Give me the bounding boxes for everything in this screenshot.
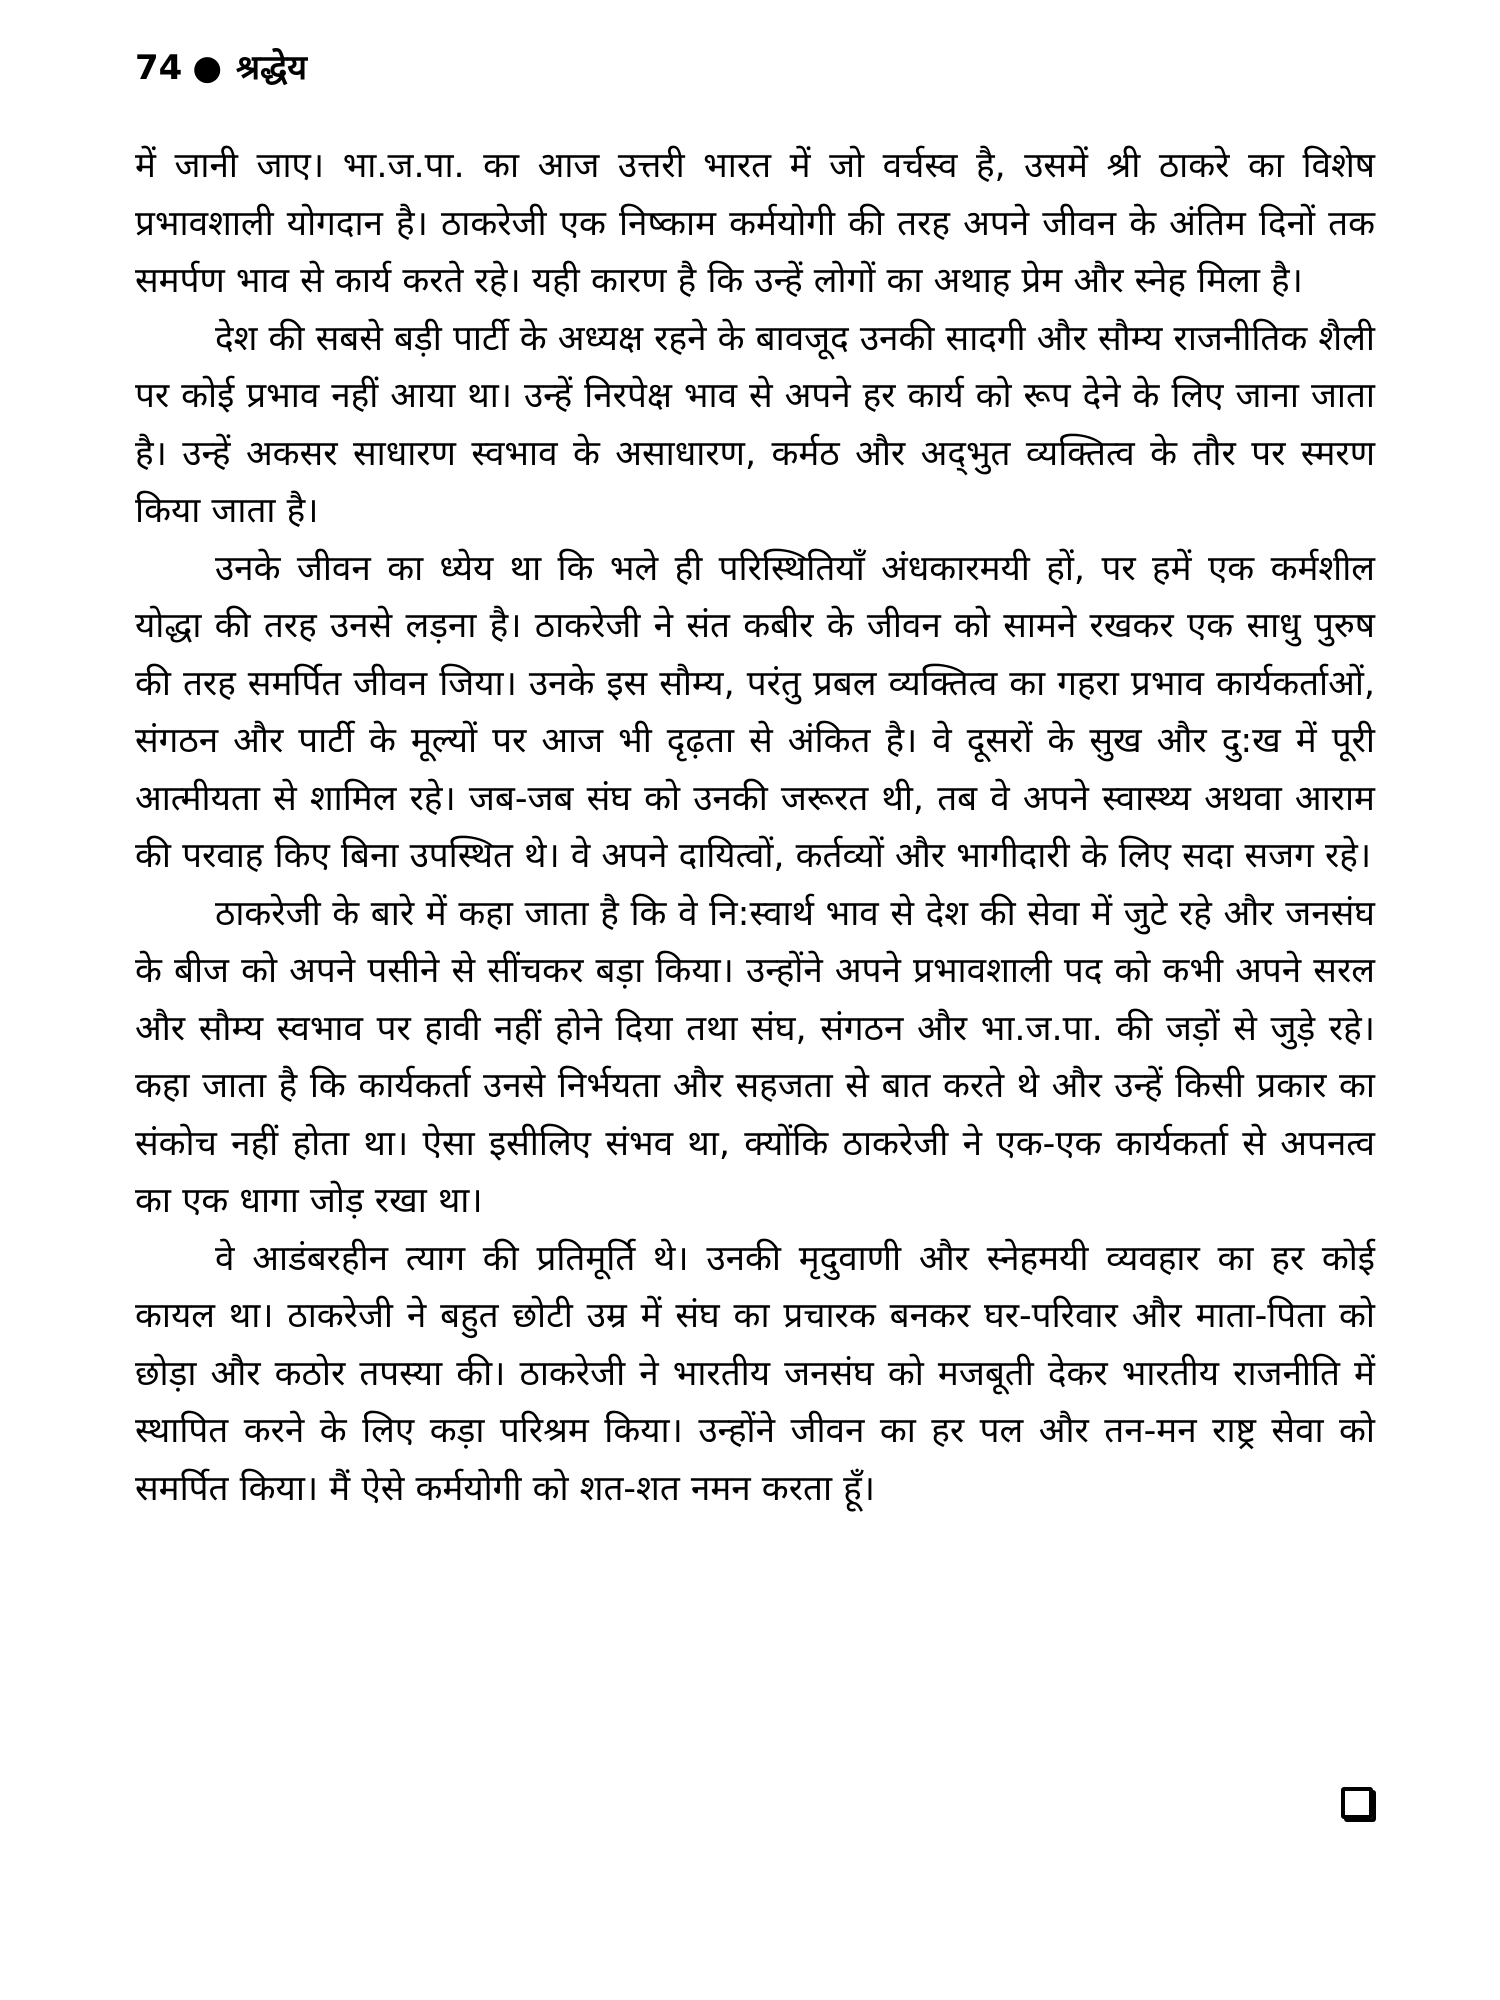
paragraph-5: वे आडंबरहीन त्याग की प्रतिमूर्ति थे। उनकी मृदुवाणी और स्नेहमयी व्यवहार का हर कोई कायल था। ठाकरेजी ने बहुत छोटी उम्र में संघ का प्रचारक बनकर घर-परिवार और माता-पिता को छोड़ा और कठोर तपस्या की। ठाकरेजी ने भारतीय जनसंघ को मजबूती देकर भारतीय राजनीति में स्थापित करने के लिए कड़ा परिश्रम किया। उन्होंने जीवन का हर पल और तन-मन राष्ट्र सेवा को समर्पित किया। मैं ऐसे कर्मयोगी को शत-शत नमन करता हूँ। <box>135 1238 1375 1509</box>
running-header <box>135 48 307 88</box>
body-text <box>135 138 1375 1518</box>
paragraph-4: ठाकरेजी के बारे में कहा जाता है कि वे नि:स्वार्थ भाव से देश की सेवा में जुटे रहे और जनसंघ के बीज को अपने पसीने से सींचकर बड़ा किया। उन्होंने अपने प्रभावशाली पद को कभी अपने सरल और सौम्य स्वभाव पर हावी नहीं होने दिया तथा संघ, संगठन और भा.ज.पा. की जड़ों से जुड़े रहे। कहा जाता है कि कार्यकर्ता उनसे निर्भयता और सहजता से बात करते थे और उन्हें किसी प्रकार का संकोच नहीं होता था। ऐसा इसीलिए संभव था, क्योंकि ठाकरेजी ने एक-एक कार्यकर्ता से अपनत्व का एक धागा जोड़ रखा था। <box>135 893 1375 1221</box>
end-of-chapter-square-icon <box>1341 1787 1373 1819</box>
page-number: 74 <box>135 48 183 88</box>
book-title: श्रद्धेय <box>236 48 307 88</box>
paragraph-2: देश की सबसे बड़ी पार्टी के अध्यक्ष रहने के बावजूद उनकी सादगी और सौम्य राजनीतिक शैली पर कोई प्रभाव नहीं आया था। उन्हें निरपेक्ष भाव से अपने हर कार्य को रूप देने के लिए जाना जाता है। उन्हें अकसर साधारण स्वभाव के असाधारण, कर्मठ और अद्‌भुत व्यक्तित्व के तौर पर स्मरण किया जाता है। <box>135 318 1375 531</box>
paragraph-3: उनके जीवन का ध्येय था कि भले ही परिस्थितियाँ अंधकारमयी हों, पर हमें एक कर्मशील योद्धा की तरह उनसे लड़ना है। ठाकरेजी ने संत कबीर के जीवन को सामने रखकर एक साधु पुरुष की तरह समर्पित जीवन जिया। उनके इस सौम्य, परंतु प्रबल व्यक्तित्व का गहरा प्रभाव कार्यकर्ताओं, संगठन और पार्टी के मूल्यों पर आज भी दृढ़ता से अंकित है। वे दूसरों के सुख और दु:ख में पूरी आत्मीयता से शामिल रहे। जब-जब संघ को उनकी जरूरत थी, तब वे अपने स्वास्थ्य अथवा आराम की परवाह किए बिना उपस्थित थे। वे अपने दायित्वों, कर्तव्यों और भागीदारी के लिए सदा सजग रहे। <box>135 548 1375 876</box>
paragraph-1: में जानी जाए। भा.ज.पा. का आज उत्तरी भारत में जो वर्चस्व है, उसमें श्री ठाकरे का विशेष प्रभावशाली योगदान है। ठाकरेजी एक निष्काम कर्मयोगी की तरह अपने जीवन के अंतिम दिनों तक समर्पण भाव से कार्य करते रहे। यही कारण है कि उन्हें लोगों का अथाह प्रेम और स्नेह मिला है। <box>135 146 1375 301</box>
header-bullet: ● <box>192 48 222 88</box>
